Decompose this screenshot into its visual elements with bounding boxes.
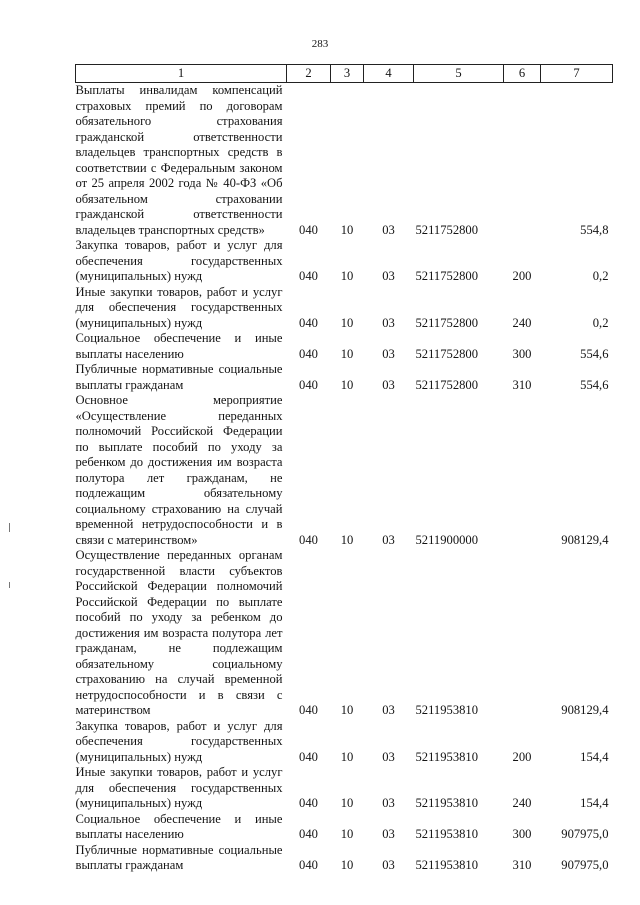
- row-section: 10: [340, 827, 354, 841]
- row-type: 300: [512, 827, 532, 841]
- row-amount: 907975,0: [561, 827, 609, 841]
- header-cell: 4: [364, 65, 414, 83]
- table-row: [76, 843, 613, 874]
- budget-table: [75, 64, 613, 874]
- row-name: Публичные нормативные социальные выплаты гражданам: [75, 362, 283, 392]
- header-row: [76, 65, 613, 83]
- row-amount: 0,2: [592, 315, 609, 330]
- row-section: 10: [340, 346, 354, 361]
- row-section: 10: [340, 858, 354, 872]
- row-amount: 554,6: [580, 377, 609, 392]
- table-row: [76, 812, 613, 843]
- row-amount: 154,4: [580, 749, 609, 764]
- row-amount: 0,2: [592, 269, 609, 283]
- row-type: 240: [512, 315, 532, 330]
- header-cell: 2: [287, 65, 331, 83]
- table-row: [76, 362, 613, 393]
- header-cell: 3: [331, 65, 364, 83]
- row-name: Выплаты инвалидам компенсаций страховых премий по договорам обязательного страхования гражданской ответственности владельцев транспортных средств в соответствии с Федеральным законом от 25 апреля 2002 года № 40-ФЗ «Об обязательном страховании гражданской ответственности владельцев транспортных средств»: [75, 83, 283, 237]
- row-subsection: 03: [382, 377, 395, 392]
- table-row: [76, 548, 613, 719]
- row-section: 10: [340, 796, 354, 810]
- row-subsection: 03: [382, 315, 395, 330]
- row-target: 5211752800: [415, 346, 479, 361]
- row-target: 5211752800: [415, 222, 479, 237]
- header-cell: 6: [504, 65, 541, 83]
- row-code: 040: [299, 827, 318, 841]
- row-type: 310: [512, 377, 532, 392]
- row-code: 040: [299, 703, 318, 717]
- row-code: 040: [299, 269, 318, 283]
- row-name: Осуществление переданных органам государственной власти субъектов Российской Федерации полномочий Российской Федерации по выплате пособий по уходу за ребенком до достижения им возраста полутора лет гражданам, не подлежащим обязательному социальному страхованию на случай временной нетрудоспособности и в связи с материнством: [75, 548, 283, 717]
- header-cell: 5: [414, 65, 504, 83]
- row-section: 10: [340, 749, 354, 764]
- header-cell: 7: [541, 65, 613, 83]
- row-amount: 907975,0: [561, 858, 609, 872]
- row-code: 040: [299, 749, 318, 764]
- row-amount: 154,4: [580, 796, 609, 810]
- page-number: 283: [311, 38, 329, 50]
- row-subsection: 03: [382, 346, 395, 361]
- row-target: 5211752800: [415, 315, 479, 330]
- row-amount: 554,8: [580, 222, 609, 237]
- row-amount: 908129,4: [561, 703, 609, 717]
- row-target: 5211752800: [415, 377, 479, 392]
- row-subsection: 03: [382, 703, 395, 717]
- row-target: 5211953810: [415, 796, 479, 810]
- row-name: Закупка товаров, работ и услуг для обеспечения государственных (муниципальных) нужд: [75, 238, 283, 283]
- header-cell: 1: [76, 65, 287, 83]
- row-subsection: 03: [382, 796, 395, 810]
- row-target: 5211953810: [415, 858, 479, 872]
- row-type: 200: [512, 749, 532, 764]
- row-target: 5211953810: [415, 827, 479, 841]
- table-body: [76, 83, 613, 874]
- row-section: 10: [340, 222, 354, 237]
- row-code: 040: [299, 858, 318, 872]
- table-header: [76, 65, 613, 83]
- row-code: 040: [299, 796, 318, 810]
- row-subsection: 03: [382, 749, 395, 764]
- row-name: Публичные нормативные социальные выплаты гражданам: [75, 842, 283, 872]
- table-row: [76, 83, 613, 239]
- row-name: Иные закупки товаров, работ и услуг для обеспечения государственных (муниципальных) нужд: [75, 765, 283, 810]
- row-name: Иные закупки товаров, работ и услуг для обеспечения государственных (муниципальных) нужд: [75, 284, 283, 330]
- table-row: [76, 331, 613, 362]
- row-target: 5211752800: [415, 269, 479, 283]
- row-name: Закупка товаров, работ и услуг для обеспечения государственных (муниципальных) нужд: [75, 718, 283, 764]
- table-row: [76, 393, 613, 548]
- row-target: 5211953810: [415, 703, 479, 717]
- row-name: Социальное обеспечение и иные выплаты населению: [75, 331, 283, 361]
- row-section: 10: [340, 703, 354, 717]
- row-subsection: 03: [382, 827, 395, 841]
- row-subsection: 03: [382, 532, 395, 547]
- table-row: [76, 285, 613, 332]
- row-type: 300: [512, 346, 532, 361]
- row-code: 040: [299, 377, 318, 392]
- row-type: [504, 83, 541, 239]
- row-name: Социальное обеспечение и иные выплаты населению: [75, 811, 283, 841]
- row-code: 040: [299, 315, 318, 330]
- row-type: 240: [512, 796, 532, 810]
- table-row: [76, 765, 613, 812]
- row-type: [504, 548, 541, 719]
- row-name: Основное мероприятие «Осуществление переданных полномочий Российской Федерации по выплате пособий по уходу за ребенком до достижения им возраста полутора лет гражданам, не подлежащим обязательному социальному страхованию на случай временной нетрудоспособности и в связи с материнством»: [75, 393, 283, 547]
- row-code: 040: [299, 222, 318, 237]
- row-section: 10: [340, 315, 354, 330]
- row-code: 040: [299, 346, 318, 361]
- row-section: 10: [340, 532, 354, 547]
- margin-mark: [9, 582, 10, 588]
- row-section: 10: [340, 269, 354, 283]
- table-row: [76, 719, 613, 766]
- row-section: 10: [340, 377, 354, 392]
- row-type: 200: [512, 269, 532, 283]
- row-amount: 554,6: [580, 346, 609, 361]
- row-target: 5211953810: [415, 749, 479, 764]
- row-target: 5211900000: [415, 532, 479, 547]
- row-subsection: 03: [382, 269, 395, 283]
- row-type: [504, 393, 541, 548]
- row-amount: 908129,4: [561, 532, 609, 547]
- margin-mark: [9, 523, 10, 532]
- row-type: 310: [512, 858, 532, 872]
- row-subsection: 03: [382, 222, 395, 237]
- row-code: 040: [299, 532, 318, 547]
- row-subsection: 03: [382, 858, 395, 872]
- table-row: [76, 238, 613, 285]
